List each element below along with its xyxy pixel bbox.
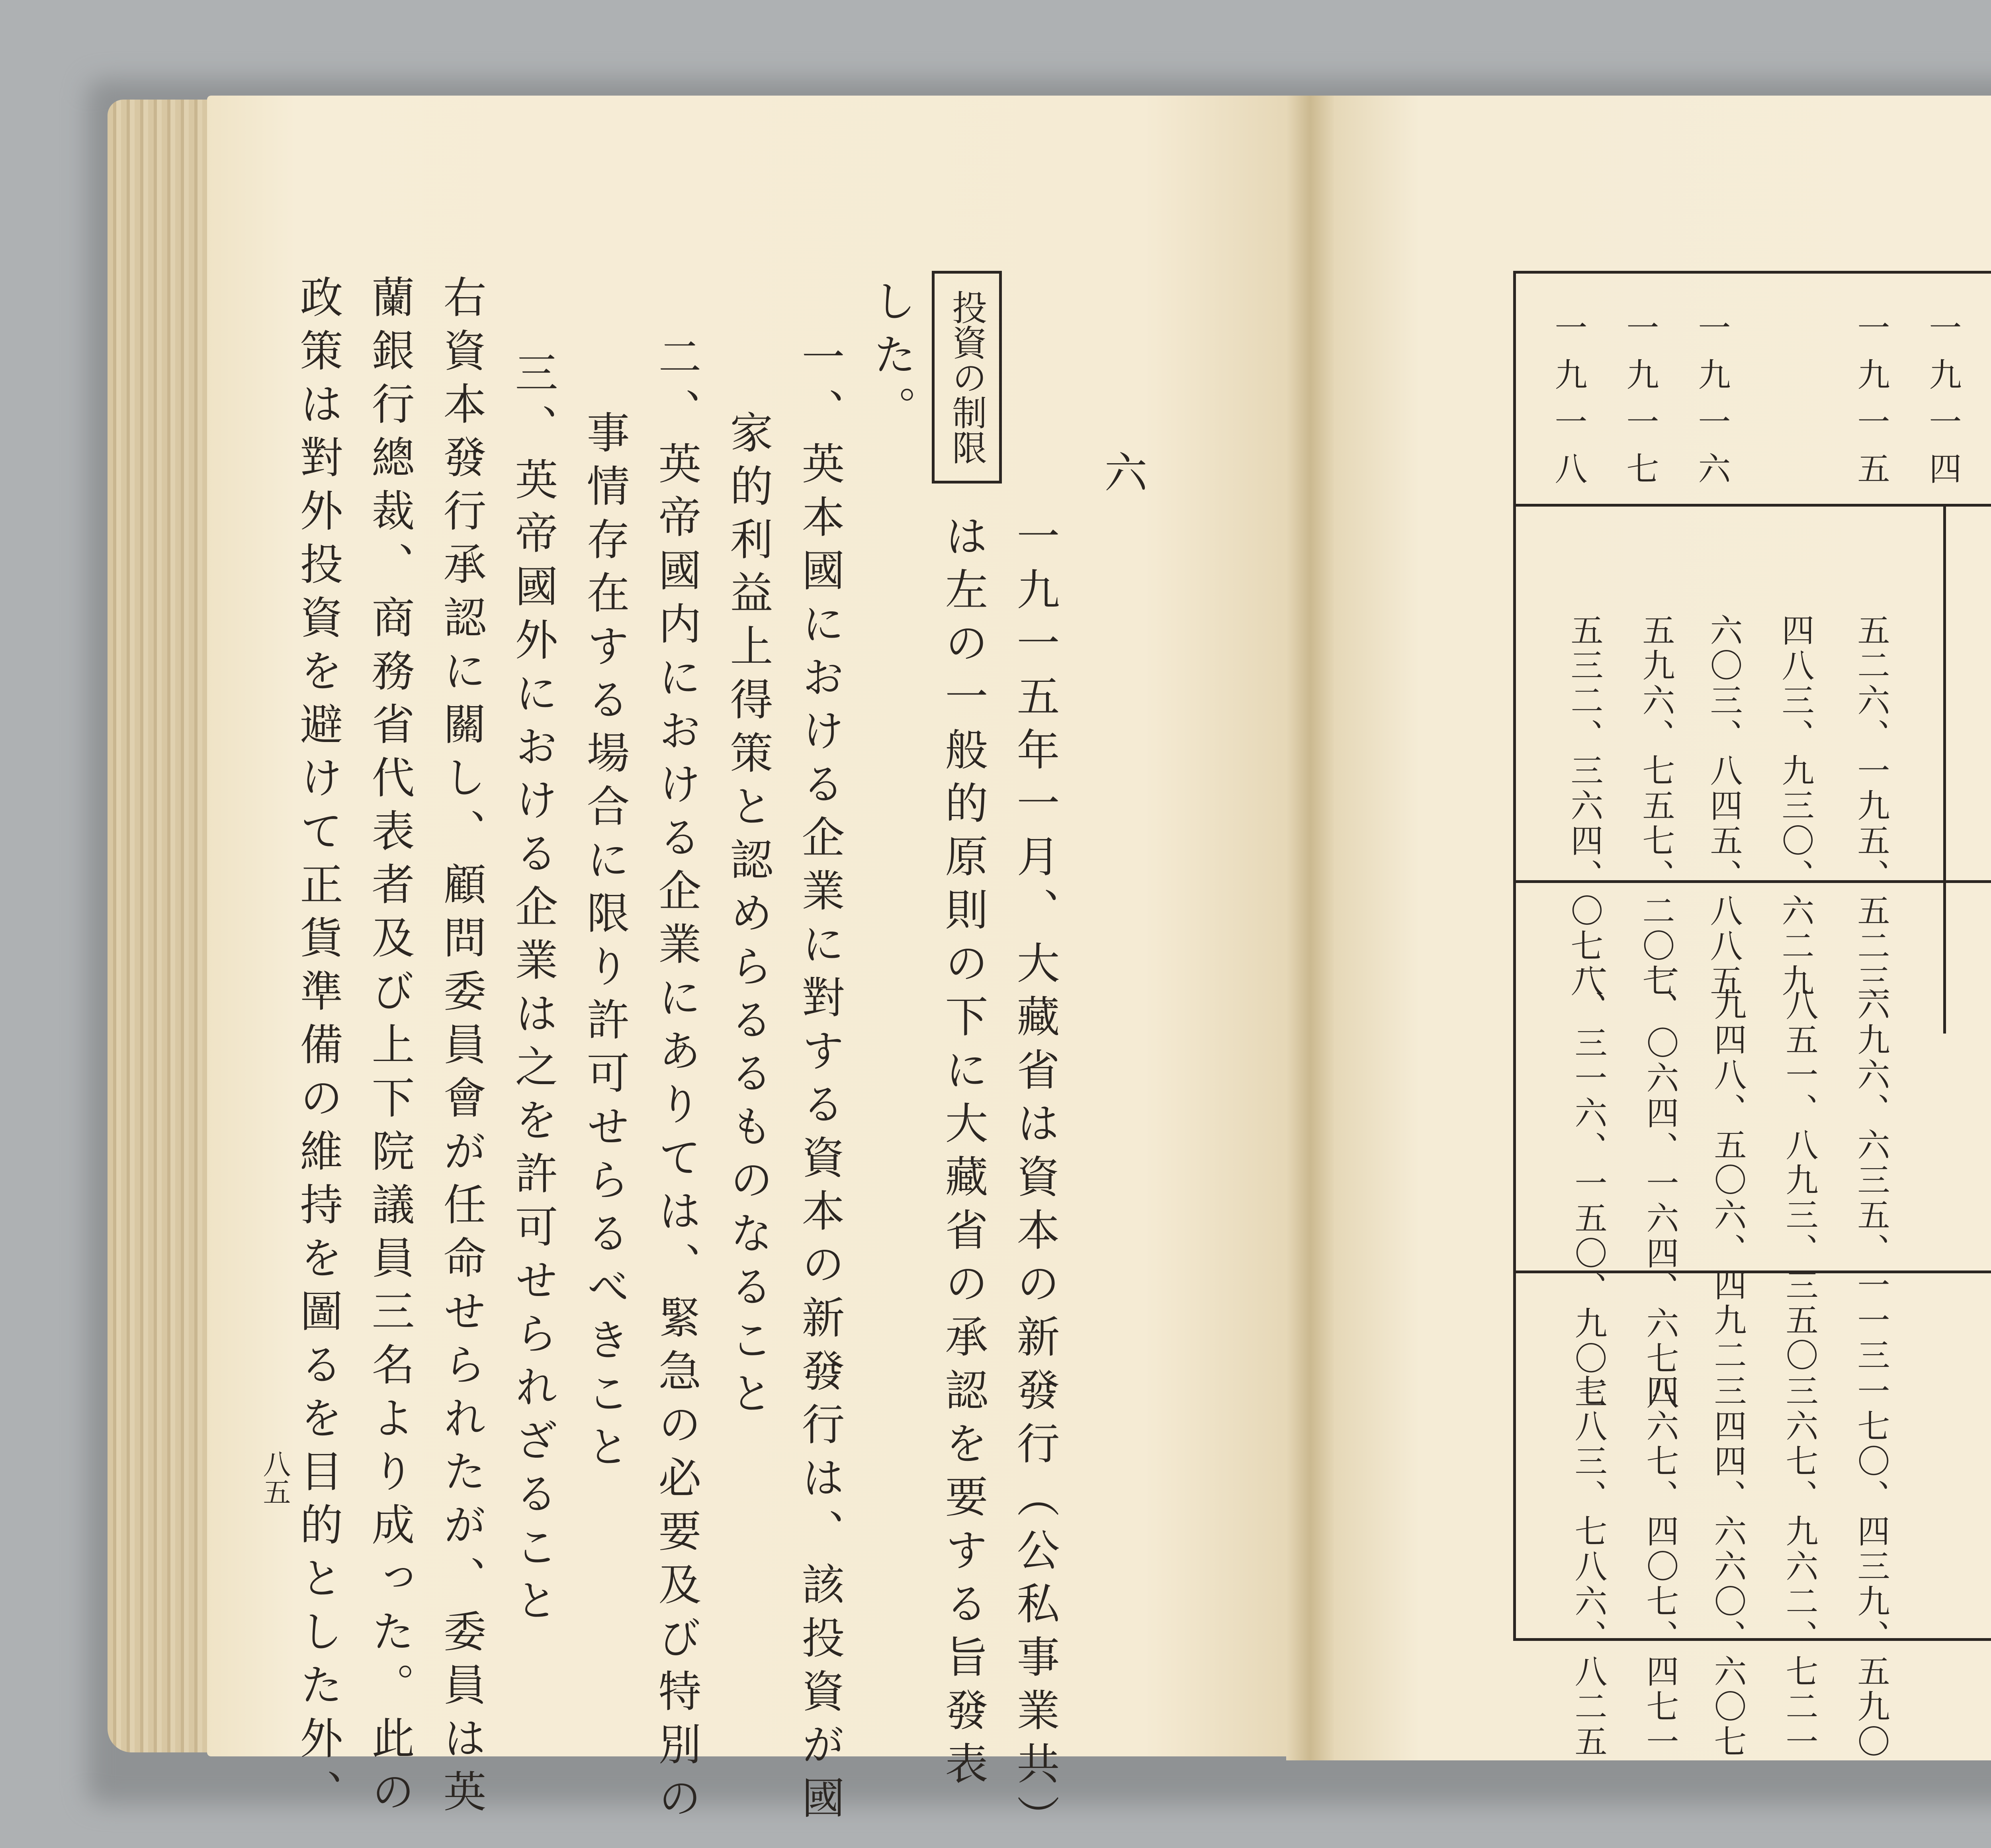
body-line: 家的利益上得策と認めらるるものなること (723, 410, 773, 1424)
section-label-box (932, 271, 1002, 484)
body-line: 事情存在する場合に限り許可せらるべきこと (579, 410, 629, 1478)
book-gutter (1286, 96, 1334, 1760)
import-cell: 六九六、六三五、一一三 (1852, 988, 1890, 1373)
year-cell: 一九一六 (1693, 311, 1731, 499)
body-line: 三、英帝國外における企業は之を許可せられざること (508, 350, 557, 1631)
export-cell: 五九六、七五七、二〇七 (1637, 613, 1675, 999)
export-cell: 四八三、九三〇、六二九 (1776, 613, 1814, 999)
body-line: は左の一般的原則の下に大藏省の承認を要する旨發表 (938, 514, 988, 1795)
body-line: 右資本發行承認に關し、顧問委員會が任命せられたが、委員は英 (436, 275, 486, 1823)
excess-cell: 四六七、四〇七、四七一 (1641, 1374, 1679, 1760)
excess-cell: 七八三、七八六、八二五 (1569, 1374, 1607, 1760)
body-line: 一九一五年一月、大藏省は資本の新發行（公私事業共） (1009, 514, 1059, 1848)
year-cell (1987, 311, 1991, 499)
body-line: 政策は對外投資を避けて正貨準備の維持を圖るを目的とした外、 (293, 275, 342, 1823)
body-line: 一、英本國における企業に對する資本の新發行は、該投資が國 (794, 335, 844, 1829)
import-cell: 八五一、八九三、三五〇 (1780, 988, 1818, 1373)
section-number: 六 (1097, 450, 1147, 503)
export-cell: 五二六、一九五、五二三 (1852, 613, 1890, 999)
table-column-divider (1943, 504, 1946, 1034)
body-line: 二、英帝國内における企業にありては、緊急の必要及び特別の (651, 335, 701, 1829)
export-cell: 五三二、三六四、〇七八 (1565, 613, 1603, 999)
export-cell: 六〇三、八四五、八八五 (1705, 613, 1743, 999)
body-line: 蘭銀行總裁、商務省代表者及び上下院議員三名より成った。此の (364, 275, 414, 1823)
year-cell: 一九一四 (1924, 311, 1962, 499)
year-cell: 一九一五 (1852, 311, 1890, 499)
year-cell: 一九一八 (1549, 311, 1587, 499)
table-row-divider (1513, 504, 1991, 507)
section-label-text: 投資の制限 (947, 290, 988, 465)
excess-cell: 一七〇、四三九、五九〇 (1852, 1374, 1890, 1760)
body-line: した。 (866, 279, 916, 439)
excess-cell: 三六七、九六二、七二一 (1780, 1374, 1818, 1760)
import-cell: 一、〇六四、一六四、六七八 (1641, 956, 1679, 1411)
page-number-left: 八五 (258, 1450, 291, 1505)
excess-cell: 三四四、六六〇、六〇七 (1709, 1374, 1747, 1760)
import-cell: 九四八、五〇六、四九二 (1709, 988, 1747, 1373)
year-cell: 一九一七 (1621, 311, 1659, 499)
import-cell: 一、三一六、一五〇、九〇三 (1569, 956, 1607, 1411)
